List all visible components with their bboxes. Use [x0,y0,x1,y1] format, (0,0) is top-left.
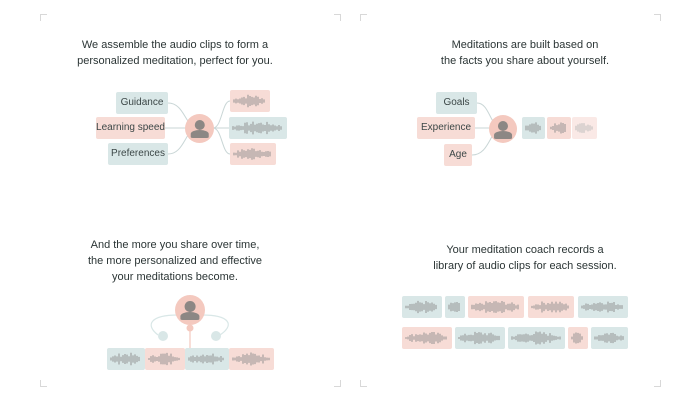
panel-coach [350,200,700,400]
waveform-icon [229,348,274,370]
waveform-icon [402,296,442,318]
waveform-icon [547,117,571,139]
audio-clip [229,117,287,139]
panel-built [350,0,700,200]
frame-corner [40,14,47,21]
waveform-icon [578,296,628,318]
user-avatar-icon [175,295,205,325]
user-avatar-icon [489,115,517,143]
frame-corner [654,14,661,21]
waveform-icon [508,327,565,349]
share-caption: And the more you share over time, the more personalized and effective your meditations become. [87,239,263,283]
user-avatar-icon [185,114,214,143]
audio-clip [229,348,274,370]
audio-clip [572,117,597,139]
audio-clip [455,327,505,349]
built-caption: Meditations are built based on the facts you share about yourself. [440,39,610,67]
preferences-tag: Preferences [108,143,168,165]
assemble-caption: We assemble the audio clips to form a personalized meditation, perfect for you. [77,39,273,67]
waveform-icon [455,327,505,349]
panel-share [0,200,350,400]
experience-tag: Experience [417,117,475,139]
audio-clip [230,90,270,112]
frame-corner [360,380,367,387]
audio-clip [522,117,545,139]
guidance-tag: Guidance [116,92,168,114]
audio-clip [568,327,588,349]
waveform-icon [402,327,452,349]
waveform-icon [572,117,597,139]
age-tag: Age [444,144,472,166]
audio-clip [508,327,565,349]
waveform-icon [230,90,270,112]
panel-assemble [0,0,350,200]
audio-clip [468,296,524,318]
waveform-icon [468,296,524,318]
frame-corner [360,14,367,21]
assemble-connectors [0,0,350,200]
audio-clip [578,296,628,318]
waveform-icon [229,117,287,139]
frame-corner [654,380,661,387]
goals-tag: Goals [436,92,477,114]
audio-clip [547,117,571,139]
waveform-icon [568,327,588,349]
frame-corner [40,380,47,387]
audio-clip [402,327,452,349]
waveform-icon [107,348,145,370]
audio-clip [591,327,628,349]
audio-clip [185,348,229,370]
audio-clip [445,296,465,318]
learning-speed-tag: Learning speed [96,117,165,139]
waveform-icon [145,348,185,370]
waveform-icon [230,143,276,165]
built-connectors [350,0,700,200]
frame-corner [334,14,341,21]
audio-clip [230,143,276,165]
audio-clip [145,348,185,370]
waveform-icon [445,296,465,318]
coach-caption: Your meditation coach records a library of audio clips for each session. [433,244,617,272]
waveform-icon [522,117,545,139]
waveform-icon [591,327,628,349]
audio-clip [402,296,442,318]
frame-corner [334,380,341,387]
waveform-icon [528,296,574,318]
audio-clip [528,296,574,318]
waveform-icon [185,348,229,370]
audio-clip [107,348,145,370]
share-connectors [0,200,350,400]
